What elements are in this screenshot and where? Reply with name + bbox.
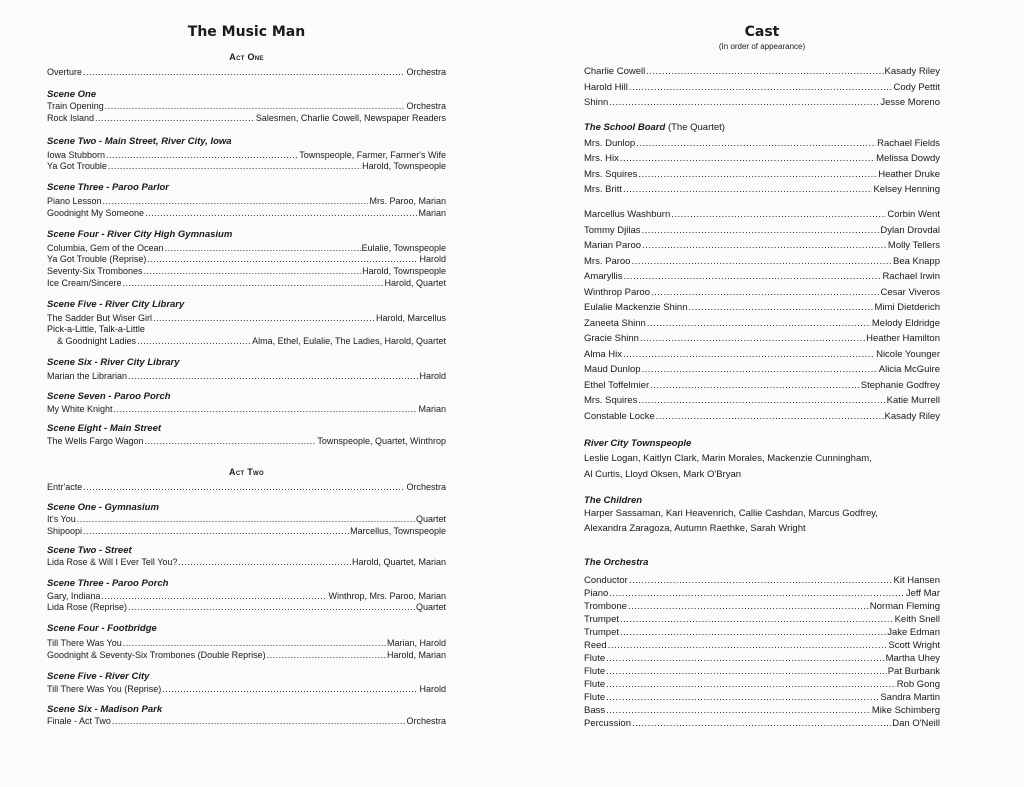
song-title: Gary, Indiana (47, 591, 101, 601)
song-performers: Harold, Quartet (384, 278, 446, 288)
orchestra-heading: The Orchestra (584, 557, 649, 568)
role: Constable Locke (584, 411, 655, 422)
song-performers: Alma, Ethel, Eulalie, The Ladies, Harold, Quartet (252, 336, 446, 346)
song-row (47, 243, 446, 254)
song-title: Columbia, Gem of the Ocean (47, 243, 164, 253)
musician: Dan O'Neill (892, 718, 940, 729)
musician: Jeff Mar (905, 588, 940, 599)
song-row (47, 196, 446, 207)
actor: Bea Knapp (892, 256, 940, 267)
role: Mrs. Paroo (584, 256, 631, 267)
song-row (47, 67, 446, 78)
orchestra-row (584, 614, 940, 625)
orchestra-row (584, 601, 940, 612)
song-title: Shipoopi (47, 526, 83, 536)
song-performers: Eulalie, Townspeople (361, 243, 446, 253)
cast-row (584, 240, 940, 251)
orchestra-row (584, 627, 940, 638)
song-performers: Marian (418, 208, 446, 218)
song-performers: Orchestra (406, 716, 446, 726)
song-performers: Harold (419, 371, 446, 381)
song-title: Ya Got Trouble (Reprise) (47, 254, 147, 264)
song-title: Goodnight & Seventy-Six Trombones (Double Reprise) (47, 650, 266, 660)
cast-row (584, 209, 940, 220)
cast-row (584, 66, 940, 77)
song-row (47, 278, 446, 289)
song-title: Marian the Librarian (47, 371, 128, 381)
song-row (47, 557, 446, 568)
song-row (47, 482, 446, 493)
song-row (47, 150, 446, 161)
song-performers: Harold (419, 254, 446, 264)
cast-row (584, 225, 940, 236)
instrument: Piano (584, 588, 609, 599)
scene-heading: Scene Four - Footbridge (47, 623, 157, 634)
townspeople-heading: River City Townspeople (584, 438, 692, 449)
cast-row (584, 380, 940, 391)
scene-heading: Scene One - Gymnasium (47, 502, 159, 513)
instrument: Flute (584, 653, 606, 664)
song-row (47, 514, 446, 525)
cast-row (584, 364, 940, 375)
song-performers: Winthrop, Mrs. Paroo, Marian (328, 591, 446, 601)
song-row (47, 436, 446, 447)
role: Eulalie Mackenzie Shinn (584, 302, 688, 313)
song-performers: Townspeople, Farmer, Farmer's Wife (299, 150, 446, 160)
role: Amaryllis (584, 271, 623, 282)
song-title: Till There Was You (47, 638, 122, 648)
role: Winthrop Paroo (584, 287, 651, 298)
cast-row (584, 302, 940, 313)
orchestra-row (584, 588, 940, 599)
song-performers: Mrs. Paroo, Marian (369, 196, 446, 206)
role: Gracie Shinn (584, 333, 639, 344)
song-performers: Salesmen, Charlie Cowell, Newspaper Readers (255, 113, 446, 123)
cast-row (584, 349, 940, 360)
school-board-heading (584, 122, 725, 133)
orchestra-row (584, 575, 940, 586)
musician: Kit Hansen (893, 575, 940, 586)
actor: Jesse Moreno (880, 97, 940, 108)
actor: Cody Pettit (893, 82, 940, 93)
cast-row (584, 411, 940, 422)
song-row (47, 371, 446, 382)
song-performers: Quartet (415, 514, 446, 524)
song-performers: Harold, Quartet, Marian (351, 557, 446, 567)
townspeople-names: Al Curtis, Lloyd Oksen, Mark O'Bryan (584, 469, 742, 480)
song-title: Till There Was You (Reprise) (47, 684, 162, 694)
role: Maud Dunlop (584, 364, 641, 375)
cast-row (584, 395, 940, 406)
cast-row (584, 184, 940, 195)
section-title: The School Board (584, 122, 666, 133)
actor: Molly Tellers (887, 240, 940, 251)
actor: Dylan Drovdal (880, 225, 940, 236)
song-row (47, 591, 446, 602)
orchestra-row (584, 692, 940, 703)
instrument: Trumpet (584, 627, 620, 638)
actor: Alicia McGuire (878, 364, 940, 375)
musician: Sandra Martin (880, 692, 940, 703)
song-performers: Quartet (415, 602, 446, 612)
scene-heading: Scene Two - Street (47, 545, 132, 556)
actor: Katie Murrell (886, 395, 940, 406)
orchestra-row (584, 718, 940, 729)
song-title: Ice Cream/Sincere (47, 278, 122, 288)
song-title: The Wells Fargo Wagon (47, 436, 144, 446)
song-row (47, 526, 446, 537)
actor: Cesar Viveros (880, 287, 940, 298)
role: Harold Hill (584, 82, 628, 93)
actor: Heather Druke (878, 169, 940, 180)
scene-heading: Scene Six - Madison Park (47, 704, 163, 715)
actor: Rachael Irwin (882, 271, 940, 282)
scene-heading: Scene Four - River City High Gymnasium (47, 229, 233, 240)
song-row (47, 684, 446, 695)
orchestra-row (584, 653, 940, 664)
song-performers: Marian, Harold (386, 638, 446, 648)
song-performers: Orchestra (406, 101, 446, 111)
cast-row (584, 153, 940, 164)
scene-heading: Scene Eight - Main Street (47, 423, 162, 434)
children-names: Harper Sassaman, Kari Heavenrich, Callie Cashdan, Marcus Godfrey, (584, 508, 878, 519)
cast-title: Cast (744, 24, 780, 40)
song-row (47, 266, 446, 277)
orchestra-row (584, 640, 940, 651)
actor: Corbin Went (887, 209, 940, 220)
children-heading: The Children (584, 495, 643, 506)
role: Mrs. Squires (584, 395, 638, 406)
role: Mrs. Squires (584, 169, 638, 180)
scene-heading: Scene Five - River City (47, 671, 150, 682)
musician: Jake Edman (887, 627, 940, 638)
song-row (47, 254, 446, 265)
musician: Mike Schimberg (871, 705, 940, 716)
actor: Mimi Dietderich (874, 302, 940, 313)
song-performers: Harold, Marian (386, 650, 446, 660)
song-row (47, 208, 446, 219)
song-performers: Harold, Townspeople (362, 161, 446, 171)
scene-heading: Scene Two - Main Street, River City, Iowa (47, 136, 232, 147)
song-performers: Orchestra (406, 482, 446, 492)
orchestra-row (584, 666, 940, 677)
actor: Kasady Riley (884, 411, 940, 422)
cast-row (584, 82, 940, 93)
musician: Norman Fleming (869, 601, 940, 612)
song-title: Lida Rose (Reprise) (47, 602, 128, 612)
song-performers: Orchestra (406, 67, 446, 77)
scene-heading: Scene Three - Paroo Parlor (47, 182, 169, 193)
song-title: Lida Rose & Will I Ever Tell You? (47, 557, 178, 567)
scene-heading: Scene One (47, 89, 97, 100)
song-performers: Townspeople, Quartet, Winthrop (317, 436, 446, 446)
role: Mrs. Hix (584, 153, 619, 164)
song-performers: Marcellus, Townspeople (350, 526, 446, 536)
song-performers: Marian (418, 404, 446, 414)
scene-heading: Scene Six - River City Library (47, 357, 180, 368)
song-row (47, 101, 446, 112)
section-note: (The Quartet) (667, 122, 725, 133)
instrument: Percussion (584, 718, 631, 729)
song-title-line: Pick-a-Little, Talk-a-Little (47, 324, 145, 334)
actor: Kasady Riley (884, 66, 940, 77)
song-performers: Harold, Marcellus (375, 313, 446, 323)
instrument: Reed (584, 640, 607, 651)
cast-row (584, 271, 940, 282)
song-title: Piano Lesson (47, 196, 102, 206)
musician: Martha Uhey (885, 653, 940, 664)
song-title: Ya Got Trouble (47, 161, 107, 171)
cast-row (584, 318, 940, 329)
song-title: Goodnight My Someone (47, 208, 145, 218)
scene-heading: Scene Five - River City Library (47, 299, 185, 310)
actor: Rachael Fields (877, 138, 940, 149)
instrument: Conductor (584, 575, 628, 586)
actor: Melissa Dowdy (876, 153, 940, 164)
song-row (47, 113, 446, 124)
cast-row (584, 97, 940, 108)
actor: Heather Hamilton (866, 333, 940, 344)
role: Mrs. Dunlop (584, 138, 636, 149)
role: Marian Paroo (584, 240, 642, 251)
song-title: The Sadder But Wiser Girl (47, 313, 153, 323)
role: Marcellus Washburn (584, 209, 671, 220)
song-title: Overture (47, 67, 83, 77)
song-title: Train Opening (47, 101, 104, 111)
role: Charlie Cowell (584, 66, 646, 77)
instrument: Flute (584, 692, 606, 703)
musician: Keith Snell (894, 614, 940, 625)
song-title: My White Knight (47, 404, 113, 414)
song-title: Iowa Stubborn (47, 150, 106, 160)
actor: Nicole Younger (876, 349, 940, 360)
song-row (47, 716, 446, 727)
song-title: Finale - Act Two (47, 716, 111, 726)
song-row (47, 650, 446, 661)
scene-heading: Scene Three - Paroo Porch (47, 578, 169, 589)
cast-subtitle: (In order of appearance) (718, 42, 806, 51)
cast-row (584, 169, 940, 180)
song-performers: Harold (419, 684, 446, 694)
role: Shinn (584, 97, 609, 108)
song-row (47, 404, 446, 415)
song-row (47, 602, 446, 613)
townspeople-names: Leslie Logan, Kaitlyn Clark, Marin Morales, Mackenzie Cunningham, (584, 453, 872, 464)
act-two-heading: Act Two (229, 467, 264, 477)
actor: Melody Eldridge (871, 318, 940, 329)
actor: Kelsey Henning (873, 184, 940, 195)
cast-row (584, 256, 940, 267)
song-title: Entr'acte (47, 482, 83, 492)
cast-row (584, 333, 940, 344)
act-one-heading: Act One (229, 52, 264, 62)
song-title: & Goodnight Ladies (57, 336, 137, 346)
orchestra-row (584, 679, 940, 690)
cast-row (584, 138, 940, 149)
instrument: Flute (584, 679, 606, 690)
role: Ethel Toffelmier (584, 380, 650, 391)
song-title: Rock Island (47, 113, 95, 123)
musician: Rob Gong (896, 679, 940, 690)
song-row (47, 313, 446, 324)
instrument: Bass (584, 705, 606, 716)
program-title: The Music Man (187, 24, 306, 40)
musician: Scott Wright (888, 640, 940, 651)
role: Mrs. Britt (584, 184, 622, 195)
song-title: Seventy-Six Trombones (47, 266, 143, 276)
instrument: Flute (584, 666, 606, 677)
actor: Stephanie Godfrey (860, 380, 940, 391)
role: Alma Hix (584, 349, 623, 360)
instrument: Trombone (584, 601, 627, 612)
song-row (47, 638, 446, 649)
musician: Pat Burbank (887, 666, 940, 677)
scene-heading: Scene Seven - Paroo Porch (47, 391, 171, 402)
cast-row (584, 287, 940, 298)
children-names: Alexandra Zaragoza, Autumn Raethke, Sarah Wright (584, 523, 806, 534)
orchestra-row (584, 705, 940, 716)
instrument: Trumpet (584, 614, 620, 625)
song-row (47, 161, 446, 172)
role: Tommy Djilas (584, 225, 641, 236)
role: Zaneeta Shinn (584, 318, 646, 329)
song-performers: Harold, Townspeople (362, 266, 446, 276)
song-title: It's You (47, 514, 76, 524)
song-row (47, 336, 446, 347)
